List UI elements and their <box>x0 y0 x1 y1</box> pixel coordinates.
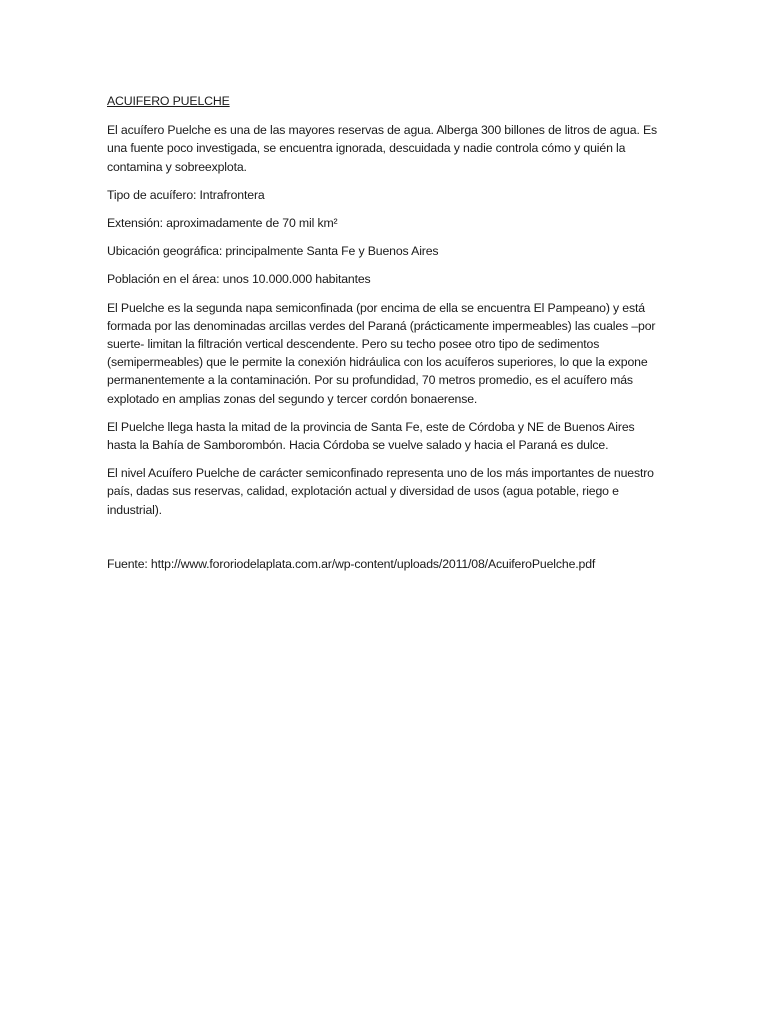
aquifer-location: Ubicación geográfica: principalmente Santa Fe y Buenos Aires <box>107 244 439 259</box>
aquifer-type: Tipo de acuífero: Intrafrontera <box>107 187 265 202</box>
nivel-paragraph: El nivel Acuífero Puelche de carácter semiconfinado representa uno de los más importantes de nuestro país, dadas sus reservas, calidad, explotación actual y diversidad de usos (agua potable, riego e industrial). <box>107 466 654 517</box>
napa-paragraph: El Puelche es la segunda napa semiconfinada (por encima de ella se encuentra El Pampeano) y está formada por las denominadas arcillas verdes del Paraná (prácticamente impermeables) las cuales –por suerte- limitan la filtración vertical descendente. Pero su techo posee otro tipo de sedimentos (semipermeables) que le permite la conexión hidráulica con los acuíferos superiores, lo que la expone permanentemente a la contaminación. Por su profundidad, 70 metros promedio, es el acuífero más explotado en amplias zonas del segundo y tercer cordón bonaerense. <box>107 300 656 406</box>
intro-paragraph: El acuífero Puelche es una de las mayores reservas de agua. Alberga 300 billones de litros de agua. Es una fuente poco investigada, se encuentra ignorada, descuidada y nadie controla cómo y quién la contamina y sobreexplota. <box>107 123 658 174</box>
aquifer-extension: Extensión: aproximadamente de 70 mil km² <box>107 216 338 231</box>
spacer <box>107 529 662 555</box>
aquifer-population: Población en el área: unos 10.000.000 habitantes <box>107 272 371 287</box>
extension-paragraph: El Puelche llega hasta la mitad de la provincia de Santa Fe, este de Córdoba y NE de Buenos Aires hasta la Bahía de Samborombón. Hacia Córdoba se vuelve salado y hacia el Paraná es dulce. <box>107 419 635 453</box>
document-title: ACUIFERO PUELCHE <box>107 94 230 108</box>
document-page <box>107 92 662 583</box>
source-citation: Fuente: http://www.fororiodelaplata.com.ar/wp-content/uploads/2011/08/AcuiferoPuelche.pdf <box>107 556 596 571</box>
